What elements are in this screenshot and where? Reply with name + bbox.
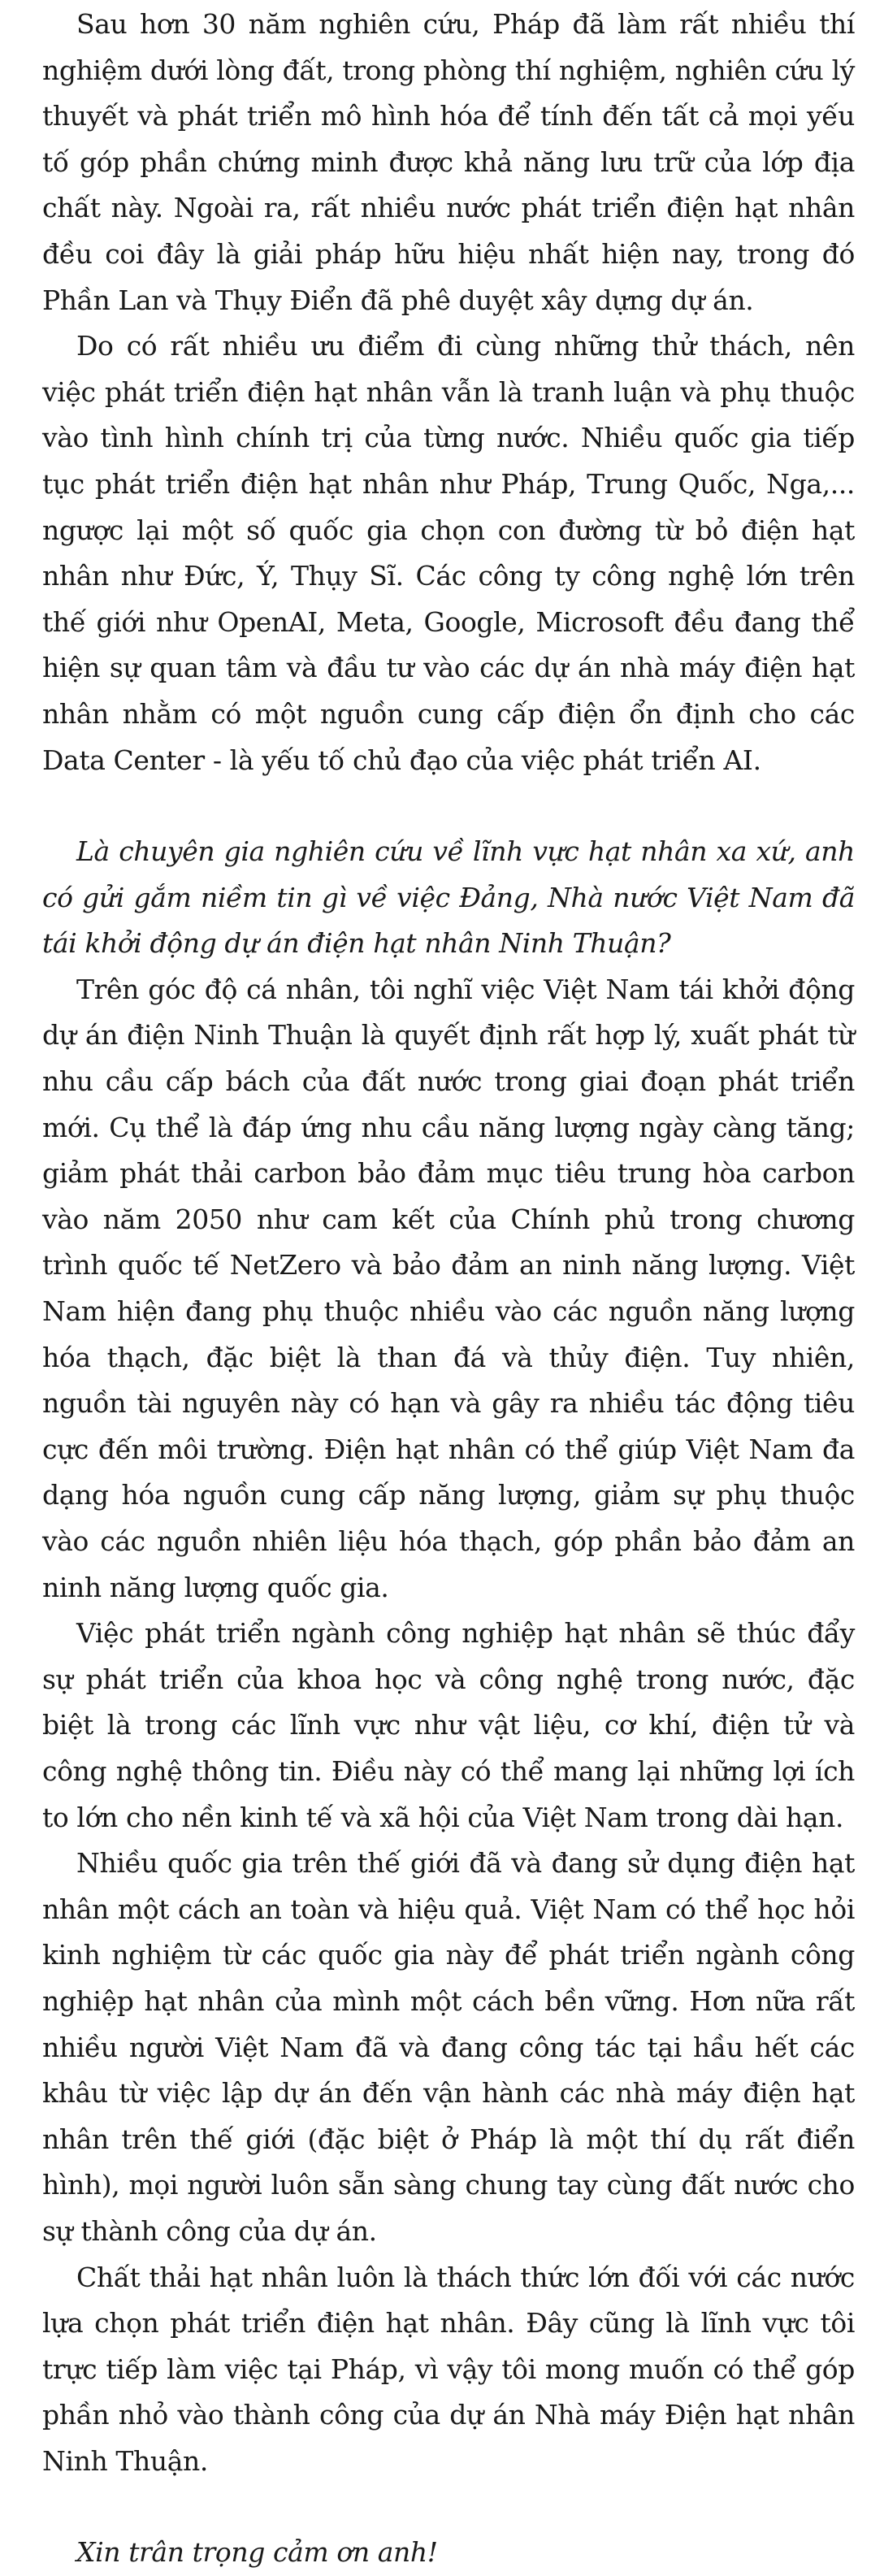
- closing-thanks: Xin trân trọng cảm ơn anh!: [76, 2536, 438, 2569]
- paragraph-answer-industry: Việc phát triển ngành công nghiệp hạt nhân sẽ thúc đẩy sự phát triển của khoa học và công nghệ trong nước, đặc biệt là trong các lĩnh vực như vật liệu, cơ khí, điện tử và công nghệ thông tin. Điều này có thể mang lại những lợi ích to lớn cho nền kinh tế và xã hội của Việt Nam trong dài hạn.: [42, 1617, 855, 1833]
- paragraph-answer-waste: Chất thải hạt nhân luôn là thách thức lớn đối với các nước lựa chọn phát triển điện hạt nhân. Đây cũng là lĩnh vực tôi trực tiếp làm việc tại Pháp, vì vậy tôi mong muốn có thể góp phần nhỏ vào thành công của dự án Nhà máy Điện hạt nhân Ninh Thuận.: [42, 2261, 855, 2477]
- interview-question: Là chuyên gia nghiên cứu về lĩnh vực hạt nhân xa xứ, anh có gửi gắm niềm tin gì về việc Đảng, Nhà nước Việt Nam đã tái khởi động dự án điện hạt nhân Ninh Thuận?: [42, 835, 855, 960]
- paragraph-answer-ninh-thuan: Trên góc độ cá nhân, tôi nghĩ việc Việt Nam tái khởi động dự án điện Ninh Thuận là quyết định rất hợp lý, xuất phát từ nhu cầu cấp bách của đất nước trong giai đoạn phát triển mới. Cụ thể là đáp ứng nhu cầu năng lượng ngày càng tăng; giảm phát thải carbon bảo đảm mục tiêu trung hòa carbon vào năm 2050 như cam kết của Chính phủ trong chương trình quốc tế NetZero và bảo đảm an ninh năng lượng. Việt Nam hiện đang phụ thuộc nhiều vào các nguồn năng lượng hóa thạch, đặc biệt là than đá và thủy điện. Tuy nhiên, nguồn tài nguyên này có hạn và gây ra nhiều tác động tiêu cực đến môi trường. Điện hạt nhân có thể giúp Việt Nam đa dạng hóa nguồn cung cấp năng lượng, giảm sự phụ thuộc vào các nguồn nhiên liệu hóa thạch, góp phần bảo đảm an ninh năng lượng quốc gia.: [42, 973, 855, 1603]
- paragraph-nuclear-debate: Do có rất nhiều ưu điểm đi cùng những thử thách, nên việc phát triển điện hạt nhân vẫn là tranh luận và phụ thuộc vào tình hình chính trị của từng nước. Nhiều quốc gia tiếp tục phát triển điện hạt nhân như Pháp, Trung Quốc, Nga,... ngược lại một số quốc gia chọn con đường từ bỏ điện hạt nhân như Đức, Ý, Thụy Sĩ. Các công ty công nghệ lớn trên thế giới như OpenAI, Meta, Google, Microsoft đều đang thể hiện sự quan tâm và đầu tư vào các dự án nhà máy điện hạt nhân nhằm có một nguồn cung cấp điện ổn định cho các Data Center - là yếu tố chủ đạo của việc phát triển AI.: [42, 330, 855, 776]
- paragraph-answer-experience: Nhiều quốc gia trên thế giới đã và đang sử dụng điện hạt nhân một cách an toàn và hiệu quả. Việt Nam có thể học hỏi kinh nghiệm từ các quốc gia này để phát triển ngành công nghiệp hạt nhân của mình một cách bền vững. Hơn nữa rất nhiều người Việt Nam đã và đang công tác tại hầu hết các khâu từ việc lập dự án đến vận hành các nhà máy điện hạt nhân trên thế giới (đặc biệt ở Pháp là một thí dụ rất điển hình), mọi người luôn sẵn sàng chung tay cùng đất nước cho sự thành công của dự án.: [42, 1847, 855, 2247]
- article-body: [42, 0, 855, 2576]
- paragraph-french-research: Sau hơn 30 năm nghiên cứu, Pháp đã làm rất nhiều thí nghiệm dưới lòng đất, trong phòng thí nghiệm, nghiên cứu lý thuyết và phát triển mô hình hóa để tính đến tất cả mọi yếu tố góp phần chứng minh được khả năng lưu trữ của lớp địa chất này. Ngoài ra, rất nhiều nước phát triển điện hạt nhân đều coi đây là giải pháp hữu hiệu nhất hiện nay, trong đó Phần Lan và Thụy Điển đã phê duyệt xây dựng dự án.: [42, 8, 855, 316]
